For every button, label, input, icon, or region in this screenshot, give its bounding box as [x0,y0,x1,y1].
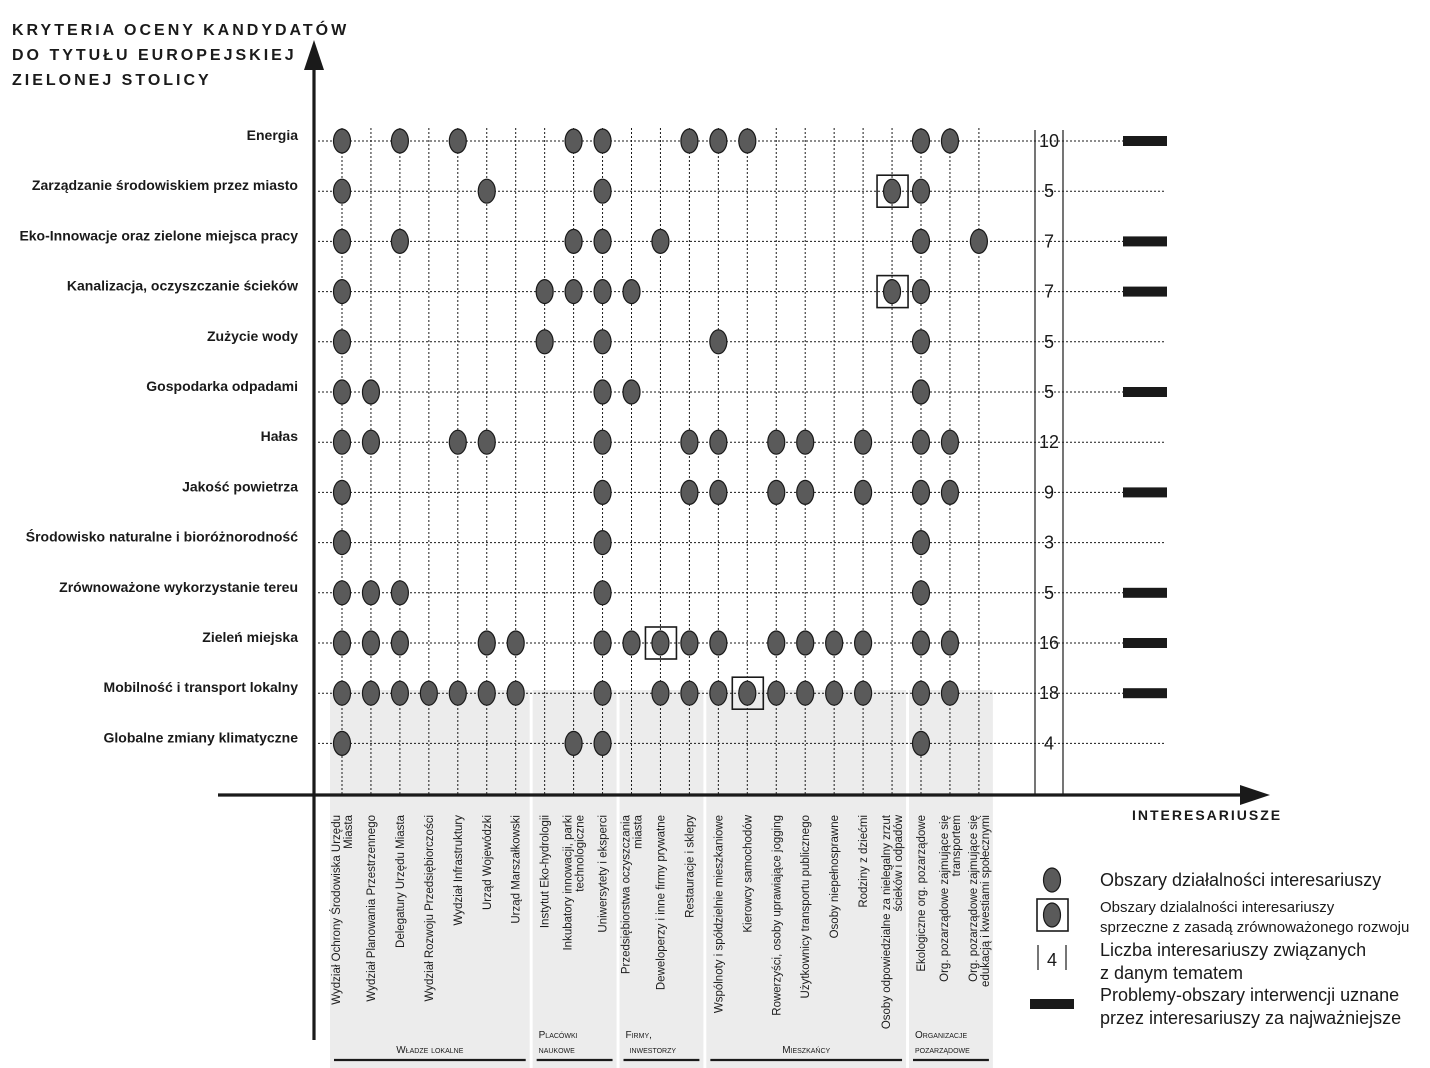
stakeholder-dot [884,280,901,304]
stakeholder-dot [970,229,987,253]
stakeholder-dot [797,681,814,705]
stakeholder-dot [884,179,901,203]
stakeholder-label: technologiczne [574,815,587,892]
stakeholder-dot [594,430,611,454]
group-label: inwestorzy [629,1045,677,1056]
stakeholder-dot [334,380,351,404]
group-label: Firmy, [625,1030,652,1041]
stakeholder-dot [449,681,466,705]
stakeholder-dot [362,681,379,705]
stakeholder-count: 5 [1043,331,1055,352]
stakeholder-dot [913,731,930,755]
stakeholder-dot [594,229,611,253]
stakeholder-label: Org. pozarządowe zajmujące się [967,815,980,982]
stakeholder-dot [768,480,785,504]
stakeholder-label: Miasta [343,815,355,849]
stakeholder-dot [941,631,958,655]
legend [1030,868,1409,1028]
priority-bar [1123,688,1167,698]
diagram-title [12,20,349,89]
criterion-label: Eko-Innowacje oraz zielone miejsca pracy [19,227,298,244]
stakeholder-label: Urząd Wojewódzki [481,815,494,911]
stakeholder-label: Instytut Eko-hydrologii [539,815,552,929]
stakeholder-count: 18 [1038,683,1060,704]
stakeholder-label: transportem [950,815,963,877]
stakeholder-dot [594,480,611,504]
criterion-label: Hałas [260,428,298,445]
criterion-label: Środowisko naturalne i bioróżnorodność [25,528,298,545]
stakeholder-dot [826,681,843,705]
stakeholder-label: Wydział Rozwoju Przedsiębiorczości [423,815,436,1002]
stakeholder-label: Deweloperzy i inne firmy prywatne [655,815,668,991]
stakeholder-dot [391,129,408,153]
stakeholder-dot [536,280,553,304]
legend-count-sample: 4 [1046,950,1058,970]
stakeholder-dot [855,631,872,655]
criterion-label: Mobilność i transport lokalny [103,679,298,696]
group-label: Organizacje [915,1030,968,1041]
criterion-label: Zarządzanie środowiskiem przez miasto [31,177,298,194]
priority-bar [1123,638,1167,648]
stakeholder-dot [913,581,930,605]
stakeholder-label: Kierowcy samochodów [742,815,755,933]
stakeholder-count: 9 [1043,482,1055,503]
stakeholder-label: Ekologiczne org. pozarządowe [916,815,928,972]
stakeholder-label: miasta [632,815,645,849]
stakeholder-dot [334,330,351,354]
title-line-0: Kryteria oceny kandydatów [12,22,350,39]
stakeholder-dot [768,631,785,655]
priority-bars [1123,136,1167,698]
stakeholder-dot [739,681,756,705]
stakeholder-dot [913,280,930,304]
stakeholder-dot [913,380,930,404]
stakeholder-dot [768,430,785,454]
legend-label: Liczba interesariuszy związanych [1100,940,1367,960]
stakeholder-label: Inkubatory innowacji, parki [562,815,575,951]
stakeholder-label: Wspólnoty i spółdzielnie mieszkaniowe [713,815,726,1014]
stakeholder-dot [362,430,379,454]
priority-bar [1123,588,1167,598]
stakeholder-dot [681,480,698,504]
stakeholder-dot [710,129,727,153]
stakeholder-dot [478,631,495,655]
x-axis-arrowhead [1240,785,1270,805]
criterion-label: Gospodarka odpadami [146,378,298,394]
stakeholder-label: Rowerzyści, osoby uprawiające jogging [771,815,784,1016]
stakeholder-dot [826,631,843,655]
stakeholder-dot [623,380,640,404]
stakeholder-counts [1039,131,1059,753]
stakeholder-dot [652,631,669,655]
priority-bar [1123,136,1167,146]
stakeholder-dot [594,581,611,605]
group-label: Władze lokalne [396,1045,464,1056]
stakeholder-label: ścieków i odpadów [893,815,906,912]
stakeholder-dot [681,430,698,454]
stakeholder-dot [710,330,727,354]
stakeholder-dot [913,681,930,705]
x-axis-title: INTERESARIUSZE [1132,807,1283,823]
stakeholder-dot [652,681,669,705]
stakeholder-dot [594,681,611,705]
stakeholder-label: Delegatury Urzędu Miasta [394,815,407,948]
stakeholder-dot [334,681,351,705]
stakeholder-dot [391,681,408,705]
stakeholder-dot [710,480,727,504]
stakeholder-dot [334,531,351,555]
criterion-label: Zużycie wody [206,327,298,344]
priority-bar [1123,487,1167,497]
stakeholder-label: Użytkownicy transportu publicznego [800,815,813,999]
stakeholder-dot [449,430,466,454]
stakeholder-dot [710,430,727,454]
legend-boxed-dot-symbol [1044,903,1061,927]
stakeholder-count: 10 [1038,131,1060,151]
legend-label: sprzeczne z zasadą zrównoważonego rozwoju [1100,919,1410,936]
stakeholder-label: Osoby odpowiedzialne za nielegalny zrzut [881,815,894,1030]
stakeholder-dot [710,681,727,705]
stakeholder-dot [594,280,611,304]
stakeholder-label: Org. pozarządowe zajmujące się [938,815,951,982]
stakeholder-dot [623,280,640,304]
stakeholder-label: Uniwersytety i eksperci [597,815,610,933]
stakeholder-dot [565,129,582,153]
group-label: naukowe [538,1045,575,1056]
stakeholder-count: 12 [1038,432,1060,453]
stakeholder-dot [565,280,582,304]
legend-label: przez interesariuszy za najważniejsze [1100,1008,1402,1028]
stakeholder-dot [681,631,698,655]
stakeholder-dot [594,631,611,655]
criterion-label: Zrównoważone wykorzystanie tereu [59,578,298,595]
stakeholder-dot [478,430,495,454]
criteria-labels [19,127,298,745]
stakeholder-dot [536,330,553,354]
stakeholder-dot [334,581,351,605]
stakeholder-count: 7 [1043,231,1055,252]
stakeholder-dot [391,229,408,253]
stakeholder-dot [710,631,727,655]
legend-bar-symbol [1030,999,1074,1009]
stakeholder-dot [334,280,351,304]
stakeholder-dot [739,129,756,153]
title-line-1: do tytułu Europejskiej [12,47,297,64]
stakeholder-dot [681,681,698,705]
stakeholder-dot [334,129,351,153]
priority-bar [1123,287,1167,297]
legend-label: Problemy-obszary interwencji uznane [1100,985,1400,1005]
stakeholder-dot [507,681,524,705]
group-label: pozarządowe [915,1045,970,1056]
stakeholder-dot [594,380,611,404]
title-line-2: Zielonej Stolicy [12,72,212,89]
stakeholder-label: Przedsiębiorstwa oczyszczania [620,815,633,975]
group-label: Mieszkańcy [782,1045,831,1056]
stakeholder-dot [681,129,698,153]
stakeholder-dot [594,179,611,203]
stakeholder-dot [565,229,582,253]
stakeholder-dot [623,631,640,655]
stakeholder-dot [913,480,930,504]
legend-label: z danym tematem [1100,963,1244,983]
stakeholder-dot [334,480,351,504]
stakeholder-label: Wydział Planowania Przestrzennego [365,815,378,1002]
criterion-label: Energia [246,127,298,143]
stakeholder-dot [941,129,958,153]
stakeholder-dot [913,179,930,203]
stakeholder-dot [652,229,669,253]
stakeholder-dot [941,681,958,705]
stakeholder-dot [594,731,611,755]
stakeholder-label: Osoby niepełnosprawne [829,815,842,939]
stakeholder-dot [594,129,611,153]
stakeholder-dot [334,731,351,755]
stakeholder-dot [362,380,379,404]
stakeholder-dot [594,330,611,354]
priority-bar [1123,387,1167,397]
stakeholder-dot [391,581,408,605]
legend-label: Obszary dzialalności interesariuszy [1100,899,1335,916]
stakeholder-dot [768,681,785,705]
y-axis-arrowhead [304,40,324,70]
stakeholder-label: Wydział Ochrony Środowiska Urzędu [331,815,343,1005]
stakeholder-count: 5 [1043,181,1055,202]
stakeholder-dot [334,179,351,203]
stakeholder-label: edukacją i kwestiami społecznymi [979,815,992,987]
stakeholder-dot [449,129,466,153]
stakeholder-count: 4 [1043,733,1055,754]
stakeholder-dot [507,631,524,655]
stakeholder-count: 3 [1043,532,1055,553]
stakeholder-dot [855,430,872,454]
stakeholder-dot [941,430,958,454]
criterion-label: Zieleń miejska [202,629,298,645]
stakeholder-dot [941,480,958,504]
stakeholder-dot [855,681,872,705]
stakeholder-label: Urząd Marszałkowski [510,815,523,924]
stakeholder-dot [913,330,930,354]
stakeholder-dot [565,731,582,755]
stakeholder-dot [855,480,872,504]
group-label: Placówki [538,1030,578,1041]
stakeholder-dot [391,631,408,655]
legend-dot-symbol [1044,868,1061,892]
stakeholder-dot [594,531,611,555]
stakeholder-dot [478,179,495,203]
stakeholder-dot [334,430,351,454]
stakeholder-dot [913,430,930,454]
stakeholder-count: 5 [1043,582,1055,603]
stakeholder-dot [478,681,495,705]
stakeholder-label: Restauracje i sklepy [684,815,697,918]
criterion-label: Kanalizacja, oczyszczanie ścieków [66,277,298,294]
stakeholder-dot [913,631,930,655]
stakeholder-dot [420,681,437,705]
stakeholder-count: 5 [1043,382,1055,402]
stakeholder-dot [913,229,930,253]
stakeholder-dot [334,631,351,655]
stakeholder-count: 16 [1038,633,1060,653]
legend-label: Obszary działalności interesariuszy [1100,870,1382,890]
criterion-label: Globalne zmiany klimatyczne [103,729,298,746]
stakeholder-label: Wydział Infrastruktury [452,815,465,926]
stakeholder-count: 7 [1043,281,1055,302]
stakeholder-dot [797,480,814,504]
stakeholder-dot [913,129,930,153]
stakeholder-dot [797,631,814,655]
stakeholder-dot [362,581,379,605]
priority-bar [1123,236,1167,246]
criterion-label: Jakość powietrza [182,478,298,495]
stakeholder-label: Rodziny z dziećmi [858,815,871,908]
stakeholder-dot [362,631,379,655]
stakeholder-dot [913,531,930,555]
stakeholder-dot [797,430,814,454]
stakeholder-dot [334,229,351,253]
